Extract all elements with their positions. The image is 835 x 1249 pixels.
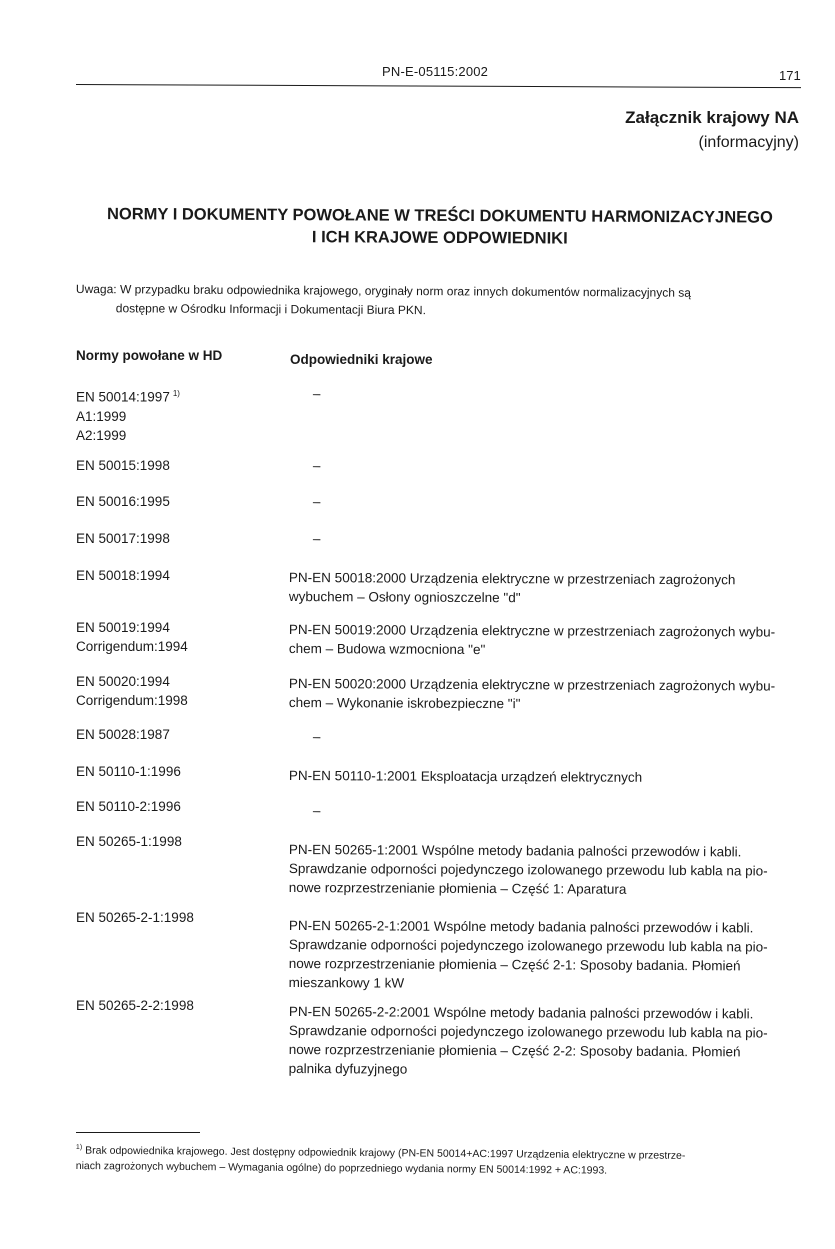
norm-line: EN 50265-2-2:1998 (76, 998, 194, 1013)
national-equivalent (289, 727, 799, 749)
no-equivalent-dash: – (312, 458, 321, 474)
equivalent-line: palnika dyfuzyjnego (288, 1060, 408, 1077)
footnote-divider (76, 1132, 200, 1133)
referenced-norm (76, 529, 276, 548)
norm-line: EN 50018:1994 (76, 568, 170, 583)
equivalent-line: PN-EN 50110-1:2001 Eksploatacja urządzeń elektrycznych (288, 768, 643, 785)
no-equivalent-dash: – (312, 803, 321, 819)
norm-line: EN 50019:1994 (76, 620, 170, 635)
norm-line: EN 50014:1997 (76, 389, 170, 405)
national-equivalent (289, 766, 799, 788)
national-equivalent (289, 384, 799, 406)
equivalent-line: nowe rozprzestrzenianie płomienia – Część 2-1: Sposoby badania. Płomień (288, 955, 741, 974)
header-standard-code: PN-E-05115:2002 (382, 64, 489, 79)
referenced-norm (76, 908, 276, 927)
norm-line: EN 50016:1995 (76, 494, 170, 509)
norm-line: A1:1999 (76, 408, 127, 424)
document-title-line-2: I ICH KRAJOWE ODPOWIEDNIKI (311, 228, 568, 248)
annex-title: Załącznik krajowy NA (625, 108, 799, 127)
no-equivalent-dash: – (312, 531, 321, 547)
equivalent-line: PN-EN 50020:2000 Urządzenia elektryczne w przestrzeniach zagrożonych wybu- (288, 676, 776, 694)
referenced-norm (76, 492, 276, 511)
equivalent-line: Sprawdzanie odporności pojedynczego izolowanego przewodu lub kabla na pio- (288, 936, 768, 955)
referenced-norm (76, 832, 276, 851)
footnote-marker: 1) (75, 1143, 83, 1152)
footnote-line-2: niach zagrożonych wybuchem – Wymagania ogólne) do poprzedniego wydania normy EN 50014:1992 + AC:1993. (75, 1159, 608, 1177)
national-equivalent (289, 492, 799, 514)
national-equivalent (289, 674, 799, 715)
norm-line: EN 50265-1:1998 (76, 834, 182, 849)
norm-line: A2:1999 (76, 427, 127, 443)
referenced-norm (76, 384, 276, 445)
national-equivalent (289, 801, 799, 823)
national-equivalent (289, 568, 799, 609)
national-equivalent (289, 840, 799, 900)
norm-line: EN 50015:1998 (76, 458, 170, 473)
norm-line: Corrigendum:1998 (76, 693, 188, 708)
page-number: 171 (779, 68, 801, 83)
footnote-line-1: Brak odpowiednika krajowego. Jest dostępny odpowiednik krajowy (PN-EN 50014+AC:1997 Urządzenia elektryczne w przestrze- (85, 1144, 686, 1162)
document-title-line-1: NORMY I DOKUMENTY POWOŁANE W TREŚCI DOKUMENTU HARMONIZACYJNEGO (106, 205, 773, 227)
footnote (76, 1140, 806, 1180)
annex-subtitle: (informacyjny) (698, 134, 799, 151)
note-line-2: dostępne w Ośrodku Informacji i Dokumentacji Biura PKN. (115, 301, 427, 318)
equivalent-line: wybuchem – Osłony ognioszczelne "d" (288, 588, 521, 606)
national-equivalent (289, 456, 799, 478)
referenced-norm (76, 725, 276, 744)
equivalent-line: PN-EN 50019:2000 Urządzenia elektryczne w przestrzeniach zagrożonych wybu- (288, 622, 776, 640)
referenced-norm (76, 762, 276, 781)
norm-line: EN 50110-2:1996 (76, 799, 181, 814)
equivalent-line: PN-EN 50265-2-1:2001 Wspólne metody badania palności przewodów i kabli. (288, 918, 754, 936)
equivalent-line: PN-EN 50265-2-2:2001 Wspólne metody badania palności przewodów i kabli. (288, 1004, 754, 1022)
national-equivalent (289, 1002, 799, 1081)
note-line-1: Uwaga: W przypadku braku odpowiednika krajowego, oryginały norm oraz innych dokumentów normalizacyjnych są (75, 281, 691, 300)
norm-line: EN 50017:1998 (76, 531, 170, 546)
national-equivalent (289, 916, 799, 995)
referenced-norm (76, 456, 276, 475)
referenced-norm (76, 996, 276, 1015)
norm-line: EN 50020:1994 (76, 674, 170, 689)
national-equivalent (289, 620, 799, 661)
equivalent-line: Sprawdzanie odporności pojedynczego izolowanego przewodu lub kabla na pio- (288, 860, 768, 879)
equivalent-line: PN-EN 50018:2000 Urządzenia elektryczne w przestrzeniach zagrożonych (288, 570, 736, 588)
referenced-norm (76, 618, 276, 656)
referenced-norm (76, 566, 276, 585)
referenced-norm (76, 672, 276, 710)
no-equivalent-dash: – (312, 386, 321, 402)
equivalent-line: mieszankowy 1 kW (288, 974, 405, 991)
footnote-reference: 1) (172, 389, 180, 398)
norm-line: EN 50028:1987 (76, 727, 170, 742)
equivalent-line: chem – Wykonanie iskrobezpieczne "i" (288, 694, 521, 712)
no-equivalent-dash: – (312, 729, 321, 745)
equivalent-line: PN-EN 50265-1:2001 Wspólne metody badania palności przewodów i kabli. (288, 842, 742, 860)
national-equivalent (289, 529, 799, 551)
equivalent-line: nowe rozprzestrzenianie płomienia – Część 2-2: Sposoby badania. Płomień (288, 1041, 741, 1060)
no-equivalent-dash: – (312, 494, 321, 510)
equivalent-line: chem – Budowa wzmocniona "e" (288, 640, 486, 658)
norm-line: Corrigendum:1994 (76, 639, 188, 654)
equivalent-line: nowe rozprzestrzenianie płomienia – Część 1: Aparatura (288, 879, 627, 897)
norm-line: EN 50265-2-1:1998 (76, 910, 194, 925)
column-header-referenced-norms: Normy powołane w HD (76, 348, 223, 363)
column-header-national-equivalents: Odpowiedniki krajowe (290, 352, 433, 367)
referenced-norm (76, 797, 276, 816)
equivalent-line: Sprawdzanie odporności pojedynczego izolowanego przewodu lub kabla na pio- (288, 1022, 768, 1041)
norm-line: EN 50110-1:1996 (76, 764, 181, 779)
